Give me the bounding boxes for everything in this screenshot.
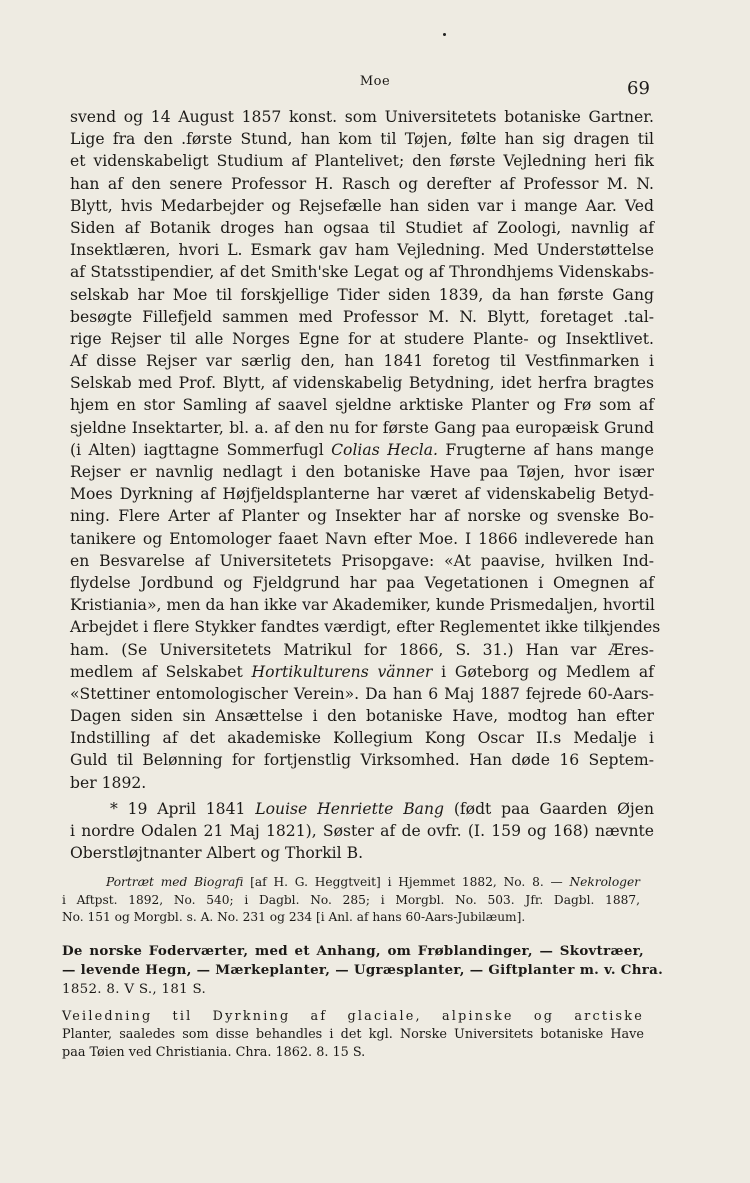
text-line: ning. Flere Arter af Planter og Insekter har af norske og svenske Bo- — [70, 507, 654, 526]
reference-line: No. 151 og Morgbl. s. A. No. 231 og 234 [i Anl. af hans 60-Aars-Jubilæum]. — [62, 910, 526, 924]
obituaries-label: Nekrologer — [569, 875, 641, 889]
text-line: Moes Dyrkning af Højfjeldsplanterne har været af videnskabelig Betyd- — [70, 485, 654, 504]
birth-marker: * 19 April 1841 — [110, 799, 246, 818]
text-line: ham. (Se Universitetets Matrikul for 1866, S. 31.) Han var Æres- — [70, 640, 654, 659]
portrait-label: Portræt med Biografi — [106, 875, 244, 889]
text-line: besøgte Fillefjeld sammen med Professor M. N. Blytt, foretaget .tal- — [70, 307, 654, 326]
text-line: «Stettiner entomologischer Verein». Da han 6 Maj 1887 fejrede 60-Aars- — [70, 684, 654, 703]
text-line: sjeldne Insektarter, bl. a. af den nu for første Gang paa europæisk Grund — [70, 418, 654, 437]
text-fragment: [af H. G. Heggtveit] i Hjemmet 1882, No. 8. — — [250, 875, 563, 889]
text-line: flydelse Jordbund og Fjeldgrund har paa Vegetationen i Omegnen af — [70, 573, 654, 592]
bibliography-line: Planter, saaledes som disse behandles i det kgl. Norske Universitets botaniske Have — [62, 1027, 644, 1042]
text-line: af Statsstipendier, af det Smith'ske Legat og af Throndhjems Videnskabs- — [70, 263, 654, 282]
text-line: tanikere og Entomologer faaet Navn efter Moe. I 1866 indleverede han — [70, 529, 654, 548]
bibliography-line: paa Tøien ved Christiania. Chra. 1862. 8. 15 S. — [62, 1045, 366, 1060]
text-line: han af den senere Professor H. Rasch og derefter af Professor M. N. — [70, 174, 654, 193]
spouse-paragraph — [70, 798, 654, 865]
text-line: Oberstløjtnanter Albert og Thorkil B. — [70, 844, 364, 863]
text-line: i nordre Odalen 21 Maj 1821), Søster af de ovfr. (I. 159 og 168) nævnte — [70, 822, 654, 840]
text-line: Lige fra den .første Stund, han kom til Tøjen, følte han sig dragen til — [70, 130, 654, 149]
page-number: 69 — [627, 78, 650, 99]
text-line: Rejser er navnlig nedlagt i den botaniske Have paa Tøjen, hvor især — [70, 463, 654, 481]
text-fragment: i Gøteborg og Medlem af — [441, 662, 654, 681]
text-line: Siden af Botanik droges han ogsaa til Studiet af Zoologi, navnlig af — [70, 218, 654, 237]
text-line: Blytt, hvis Medarbejder og Rejsefælle han siden var i mange Aar. Ved — [70, 196, 654, 215]
text-line: hjem en stor Samling af saavel sjeldne arktiske Planter og Frø som af — [70, 396, 654, 415]
bibliography-line: 1852. 8. V S., 181 S. — [62, 982, 207, 997]
text-line: ber 1892. — [70, 773, 147, 792]
species-name: Colias Hecla. — [331, 440, 438, 459]
text-fragment: (født paa Gaarden Øjen — [453, 799, 654, 818]
text-line: Kristiania», men da han ikke var Akademiker, kunde Prismedaljen, hvortil — [70, 596, 655, 615]
text-line: Af disse Rejser var særlig den, han 1841 foretog til Vestfinmarken i — [70, 352, 654, 371]
ink-speck — [443, 33, 446, 36]
reference-line — [62, 874, 640, 892]
text-line: Arbejdet i flere Stykker fandtes værdigt, efter Reglementet ikke tilkjendes — [70, 618, 661, 637]
text-line: Dagen siden sin Ansættelse i den botaniske Have, modtog han efter — [70, 707, 654, 726]
main-body-text — [70, 106, 661, 864]
society-name: Hortikulturens vänner — [251, 662, 433, 681]
running-header: Moe — [359, 74, 391, 89]
spouse-name: Louise Henriette Bang — [255, 799, 444, 818]
text-line-spouse — [70, 798, 654, 820]
text-line: et videnskabeligt Studium af Plantelivet; den første Vejledning heri fik — [70, 152, 654, 171]
text-fragment: medlem af Selskabet — [70, 662, 243, 681]
reference-line: i Aftpst. 1892, No. 540; i Dagbl. No. 285; i Morgbl. No. 503. Jfr. Dagbl. 1887, — [62, 892, 640, 907]
text-line: Guld til Belønning for fortjenstlig Virksomhed. Han døde 16 Septem- — [70, 751, 654, 770]
text-fragment: (i Alten) iagttagne Sommerfugl — [70, 440, 324, 459]
text-line: svend og 14 August 1857 konst. som Universitetets botaniske Gartner. — [70, 108, 654, 126]
bibliography-line: — levende Hegn, — Mærkeplanter, — Ugræsplanter, — Giftplanter m. v. Chra. — [62, 962, 664, 978]
references-block — [62, 874, 640, 927]
bibliography-line: De norske Foderværter, med et Anhang, om Frøblandinger, — Skovtræer, — [62, 943, 644, 959]
text-line: Selskab med Prof. Blytt, af videnskabelig Betydning, idet herfra bragtes — [70, 374, 654, 393]
text-line: Indstilling af det akademiske Kollegium Kong Oscar II.s Medalje i — [70, 729, 654, 748]
text-line: en Besvarelse af Universitetets Prisopgave: «At paavise, hvilken Ind- — [70, 551, 654, 570]
text-line: Insektlæren, hvori L. Esmark gav ham Vejledning. Med Understøttelse — [70, 241, 654, 260]
text-line: rige Rejser til alle Norges Egne for at studere Plante- og Insektlivet. — [70, 329, 654, 348]
bibliography-line: Veiledning til Dyrkning af glaciale, alpinske og arctiske — [62, 1009, 644, 1024]
text-fragment: Frugterne af hans mange — [445, 440, 654, 459]
bibliography-entry-2 — [62, 1008, 644, 1062]
text-line-hortikultur — [70, 661, 654, 683]
bibliography-entry — [62, 942, 664, 999]
text-line-colias — [70, 439, 654, 461]
text-line: selskab har Moe til forskjellige Tider siden 1839, da han første Gang — [70, 285, 654, 304]
